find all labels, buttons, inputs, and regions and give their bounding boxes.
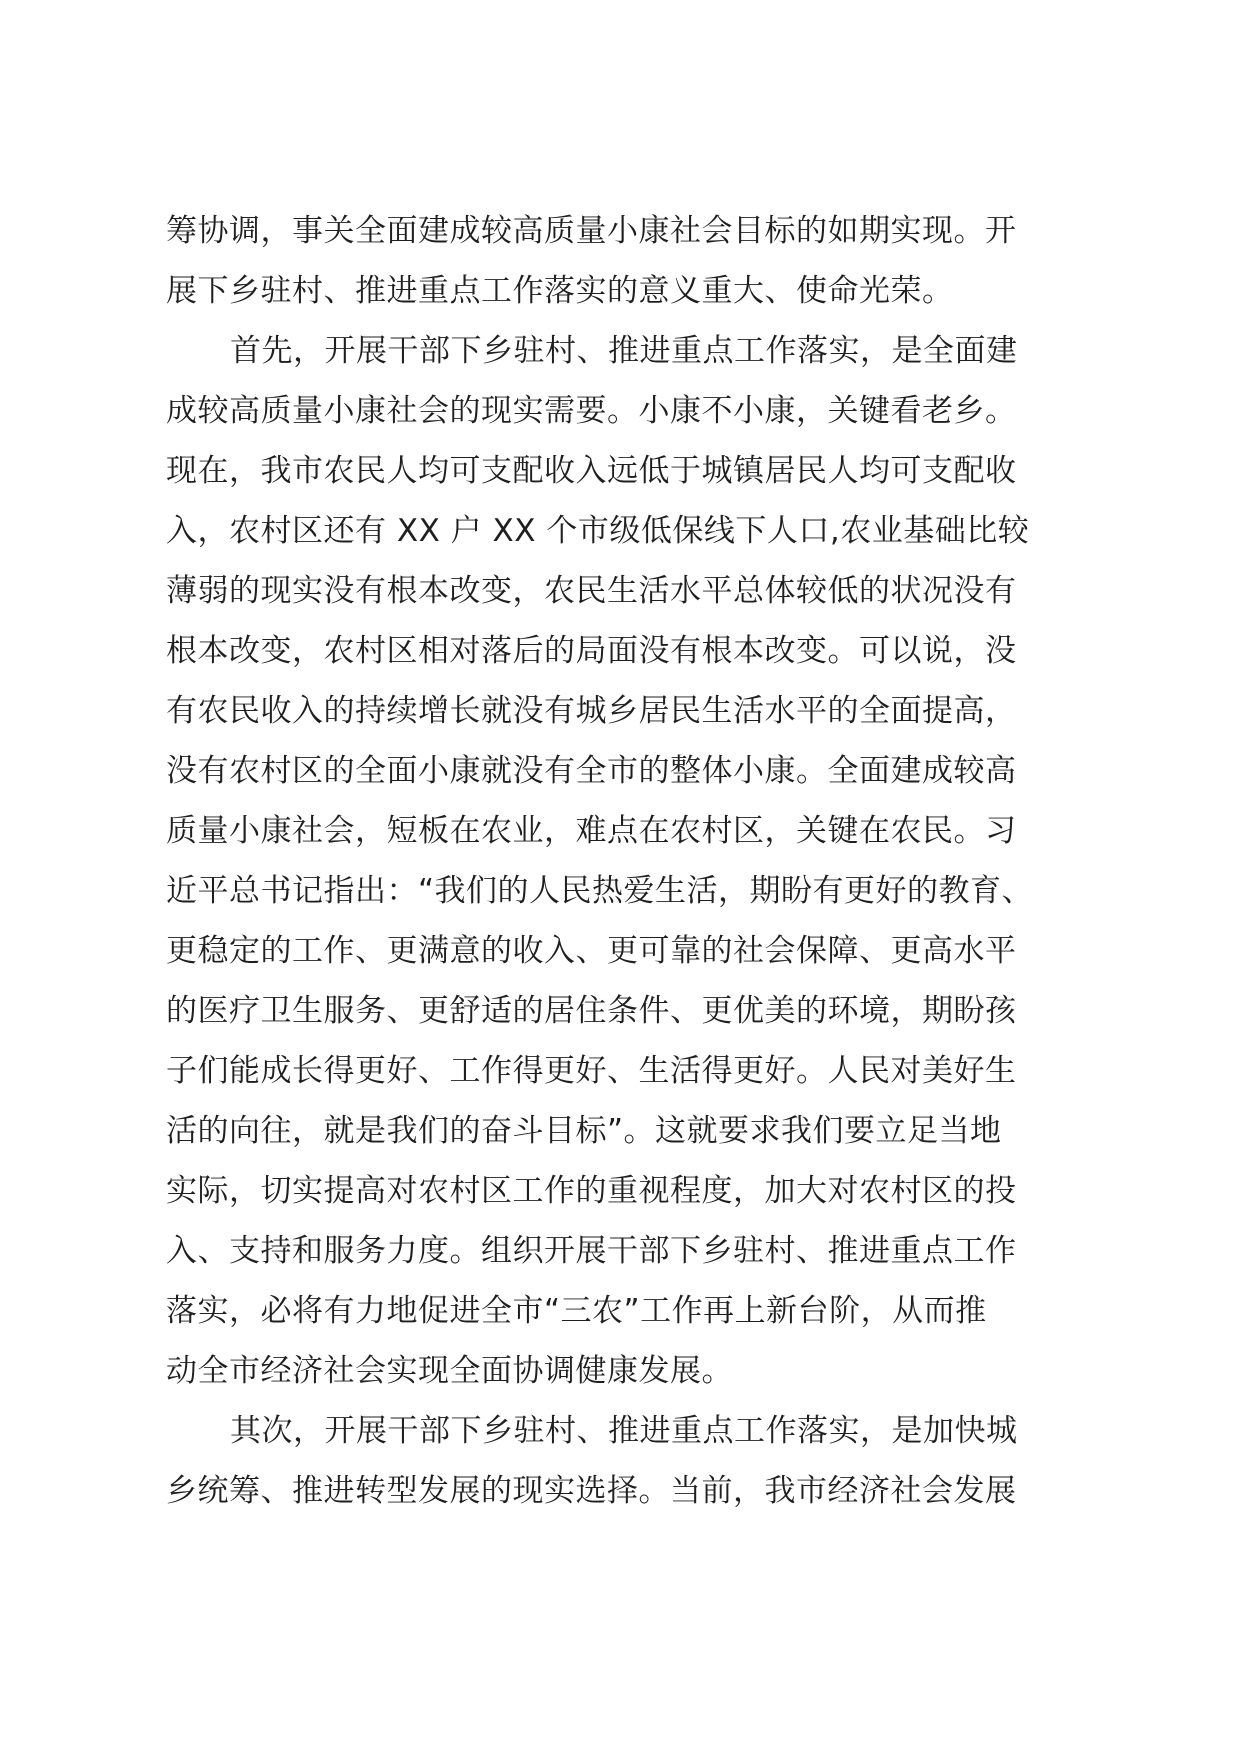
paragraph-1	[166, 201, 1086, 321]
text-line: 根本改变，农村区相对落后的局面没有根本改变。可以说，没	[166, 633, 1017, 669]
paragraph-2	[166, 321, 1086, 1401]
text-line: 实际，切实提高对农村区工作的重视程度，加大对农村区的投	[166, 1173, 1017, 1209]
text-line: 子们能成长得更好、工作得更好、生活得更好。人民对美好生	[166, 1053, 1017, 1089]
text-line: 动全市经济社会实现全面协调健康发展。	[166, 1353, 733, 1389]
text-line: 更稳定的工作、更满意的收入、更可靠的社会保障、更高水平	[166, 933, 1017, 969]
text-line: 其次，开展干部下乡驻村、推进重点工作落实，是加快城	[230, 1413, 1018, 1449]
text-line: 近平总书记指出：“我们的人民热爱生活，期盼有更好的教育、	[166, 873, 1034, 909]
text-line: 展下乡驻村、推进重点工作落实的意义重大、使命光荣。	[166, 273, 954, 309]
text-line: 薄弱的现实没有根本改变，农民生活水平总体较低的状况没有	[166, 573, 1017, 609]
text-line: 没有农村区的全面小康就没有全市的整体小康。全面建成较高	[166, 753, 1017, 789]
text-line: 活的向往，就是我们的奋斗目标”。这就要求我们要立足当地	[166, 1113, 1002, 1149]
document-body	[166, 201, 1086, 1521]
text-line: 乡统筹、推进转型发展的现实选择。当前，我市经济社会发展	[166, 1473, 1017, 1509]
text-line: 筹协调，事关全面建成较高质量小康社会目标的如期实现。开	[166, 213, 1017, 249]
text-line: 的医疗卫生服务、更舒适的居住条件、更优美的环境，期盼孩	[166, 993, 1017, 1029]
paragraph-3	[166, 1401, 1086, 1521]
text-line: 首先，开展干部下乡驻村、推进重点工作落实，是全面建	[230, 333, 1018, 369]
text-line: 落实，必将有力地促进全市“三农”工作再上新台阶，从而推	[166, 1293, 987, 1329]
text-line: 入，农村区还有 XX 户 XX 个市级低保线下人口,农业基础比较	[166, 513, 1030, 549]
text-line: 质量小康社会，短板在农业，难点在农村区，关键在农民。习	[166, 813, 1017, 849]
text-line: 现在，我市农民人均可支配收入远低于城镇居民人均可支配收	[166, 453, 1017, 489]
text-line: 入、支持和服务力度。组织开展干部下乡驻村、推进重点工作	[166, 1233, 1017, 1269]
text-line: 成较高质量小康社会的现实需要。小康不小康，关键看老乡。	[166, 393, 1017, 429]
text-line: 有农民收入的持续增长就没有城乡居民生活水平的全面提高，	[166, 693, 1017, 729]
